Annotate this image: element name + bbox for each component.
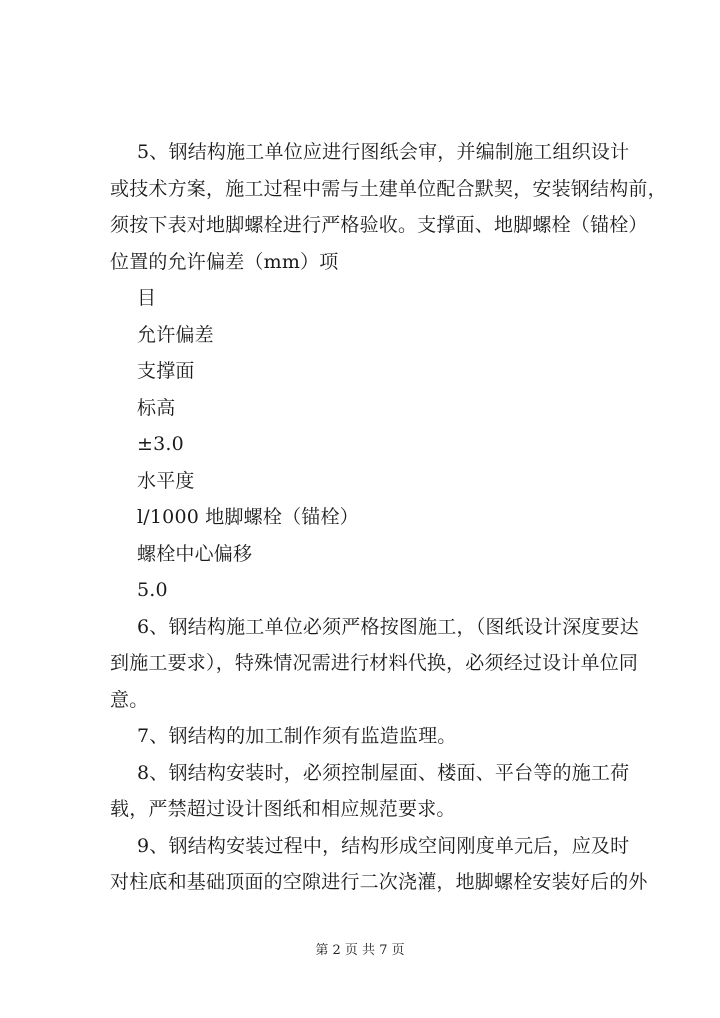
text-line: 5、钢结构施工单位应进行图纸会审，并编制施工组织设计 bbox=[137, 141, 630, 163]
text-line: 7、钢结构的加工制作须有监造监理。 bbox=[137, 725, 457, 747]
text-line: 意。 bbox=[110, 688, 149, 711]
document-body bbox=[110, 134, 667, 901]
text-line: 5.0 bbox=[137, 579, 168, 601]
text-line: 对柱底和基础顶面的空隙进行二次浇灌，地脚螺栓安装好后的外 bbox=[110, 871, 648, 893]
text-line: 支撑面 bbox=[137, 360, 195, 382]
text-line: 载，严禁超过设计图纸和相应规范要求。 bbox=[110, 798, 456, 820]
text-line: 或技术方案，施工过程中需与土建单位配合默契，安装钢结构前， bbox=[110, 177, 667, 200]
text-line: 标高 bbox=[137, 396, 176, 419]
text-line: ±3.0 bbox=[137, 433, 184, 455]
text-line: 位置的允许偏差（mm）项 bbox=[110, 250, 339, 273]
text-line: 到施工要求），特殊情况需进行材料代换，必须经过设计单位同 bbox=[110, 652, 639, 674]
text-line: 螺栓中心偏移 bbox=[137, 542, 253, 565]
page-footer bbox=[0, 939, 720, 958]
text-line: 水平度 bbox=[137, 469, 195, 492]
text-line: 允许偏差 bbox=[137, 323, 214, 346]
text-line: 9、钢结构安装过程中，结构形成空间刚度单元后，应及时 bbox=[137, 834, 630, 857]
text-line: 目 bbox=[137, 287, 157, 309]
text-line: l/1000 地脚螺栓（锚栓） bbox=[137, 506, 359, 528]
text-line: 须按下表对地脚螺栓进行严格验收。支撑面、地脚螺栓（锚栓） bbox=[110, 214, 648, 236]
text-line: 8、钢结构安装时，必须控制屋面、楼面、平台等的施工荷 bbox=[137, 761, 630, 784]
page-number-label: 第 2 页 共 7 页 bbox=[315, 943, 405, 958]
text-line: 6、钢结构施工单位必须严格按图施工，（图纸设计深度要达 bbox=[137, 615, 639, 638]
